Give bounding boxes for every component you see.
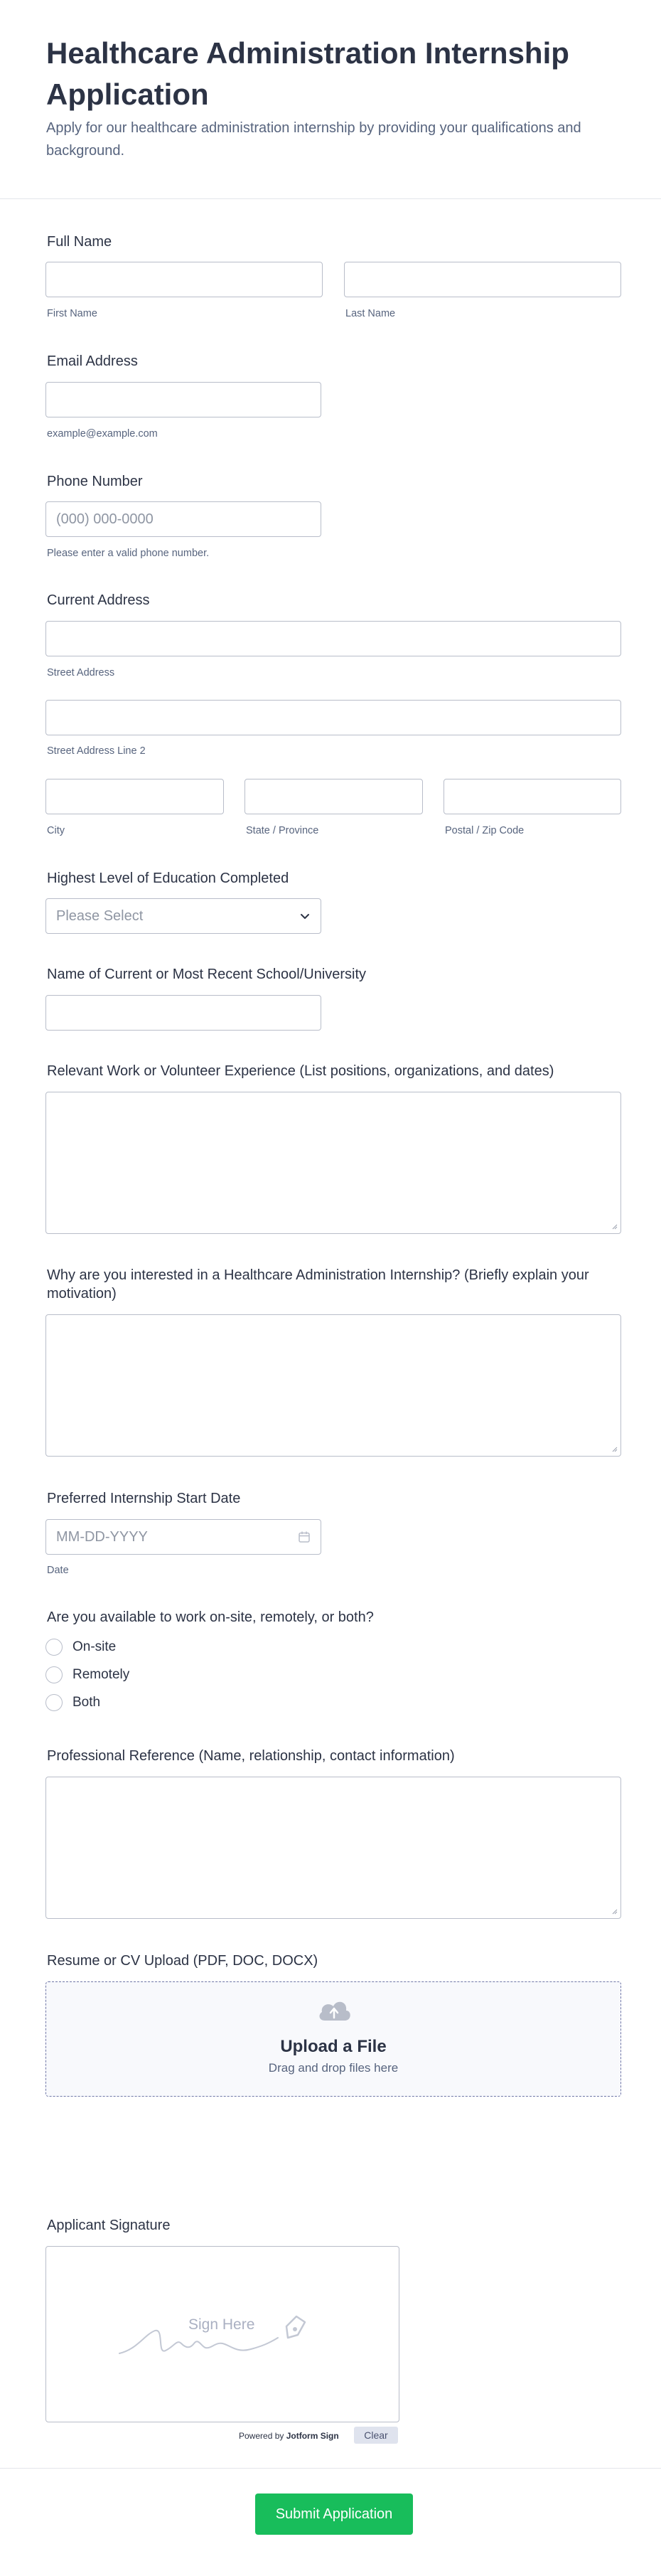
signature-pad[interactable]	[45, 2246, 399, 2422]
chevron-down-icon	[299, 910, 311, 922]
full-name-label: Full Name	[47, 234, 112, 250]
street-address-sublabel: Street Address	[47, 667, 115, 678]
powered-brand: Jotform Sign	[286, 2431, 339, 2441]
street-address-input[interactable]	[45, 621, 621, 656]
zip-input[interactable]	[444, 779, 621, 814]
calendar-icon[interactable]	[298, 1531, 311, 1543]
submit-button[interactable]: Submit Application	[255, 2493, 413, 2535]
street-address-line2-sublabel: Street Address Line 2	[47, 745, 146, 757]
zip-sublabel: Postal / Zip Code	[445, 825, 525, 836]
city-sublabel: City	[47, 825, 65, 836]
cloud-upload-icon	[316, 1996, 352, 2025]
email-sublabel: example@example.com	[47, 428, 158, 440]
radio-option-onsite[interactable]	[45, 1639, 116, 1656]
availability-label: Are you available to work on-site, remotely, or both?	[47, 1609, 374, 1625]
radio-label-onsite: On-site	[72, 1639, 117, 1654]
start-date-sublabel: Date	[47, 1565, 69, 1576]
start-date-input[interactable]	[56, 1529, 298, 1545]
powered-prefix: Powered by	[239, 2431, 286, 2441]
signature-label: Applicant Signature	[47, 2218, 171, 2233]
education-select[interactable]	[45, 898, 321, 934]
powered-by-text	[239, 2431, 339, 2441]
education-label: Highest Level of Education Completed	[47, 871, 289, 886]
clear-signature-button[interactable]: Clear	[354, 2427, 398, 2444]
form-header	[0, 0, 661, 199]
signature-hint: Sign Here	[188, 2316, 255, 2333]
resume-upload-dropzone[interactable]	[45, 1981, 621, 2097]
form-title: Healthcare Administration Internship Application	[46, 36, 569, 111]
school-input[interactable]	[45, 995, 321, 1031]
phone-input[interactable]	[45, 501, 321, 537]
first-name-sublabel: First Name	[47, 308, 97, 319]
reference-label: Professional Reference (Name, relationship, contact information)	[47, 1748, 455, 1764]
email-label: Email Address	[47, 353, 138, 369]
radio-circle[interactable]	[45, 1639, 63, 1656]
last-name-input[interactable]	[344, 262, 621, 297]
resume-label: Resume or CV Upload (PDF, DOC, DOCX)	[47, 1953, 318, 1969]
street-address-line2-input[interactable]	[45, 700, 621, 735]
education-selected-value: Please Select	[56, 908, 144, 924]
state-sublabel: State / Province	[246, 825, 319, 836]
radio-label-remotely: Remotely	[72, 1667, 130, 1682]
radio-label-both: Both	[72, 1695, 101, 1710]
start-date-field[interactable]	[45, 1519, 321, 1555]
resize-grip-icon[interactable]	[611, 1907, 618, 1915]
signature-pen-icon	[116, 2306, 329, 2363]
phone-label: Phone Number	[47, 474, 143, 489]
resize-grip-icon[interactable]	[611, 1445, 618, 1452]
experience-textarea[interactable]	[45, 1092, 621, 1234]
radio-circle[interactable]	[45, 1694, 63, 1711]
phone-sublabel: Please enter a valid phone number.	[47, 548, 210, 559]
upload-title: Upload a File	[280, 2037, 387, 2056]
first-name-input[interactable]	[45, 262, 323, 297]
email-input[interactable]	[45, 382, 321, 417]
resize-grip-icon[interactable]	[611, 1223, 618, 1230]
form-subtitle: Apply for our healthcare administration internship by providing your qualifications and background.	[46, 120, 581, 159]
upload-hint: Drag and drop files here	[268, 2061, 399, 2075]
motivation-textarea[interactable]	[45, 1314, 621, 1457]
city-input[interactable]	[45, 779, 224, 814]
state-input[interactable]	[244, 779, 423, 814]
start-date-label: Preferred Internship Start Date	[47, 1491, 241, 1506]
experience-label: Relevant Work or Volunteer Experience (List positions, organizations, and dates)	[47, 1063, 554, 1079]
school-label: Name of Current or Most Recent School/University	[47, 967, 367, 982]
radio-option-both[interactable]	[45, 1694, 100, 1711]
radio-option-remotely[interactable]	[45, 1666, 129, 1683]
motivation-label: Why are you interested in a Healthcare Administration Internship? (Briefly explain your motivation)	[47, 1267, 589, 1302]
last-name-sublabel: Last Name	[345, 308, 396, 319]
address-label: Current Address	[47, 592, 150, 608]
reference-textarea[interactable]	[45, 1777, 621, 1919]
radio-circle[interactable]	[45, 1666, 63, 1683]
